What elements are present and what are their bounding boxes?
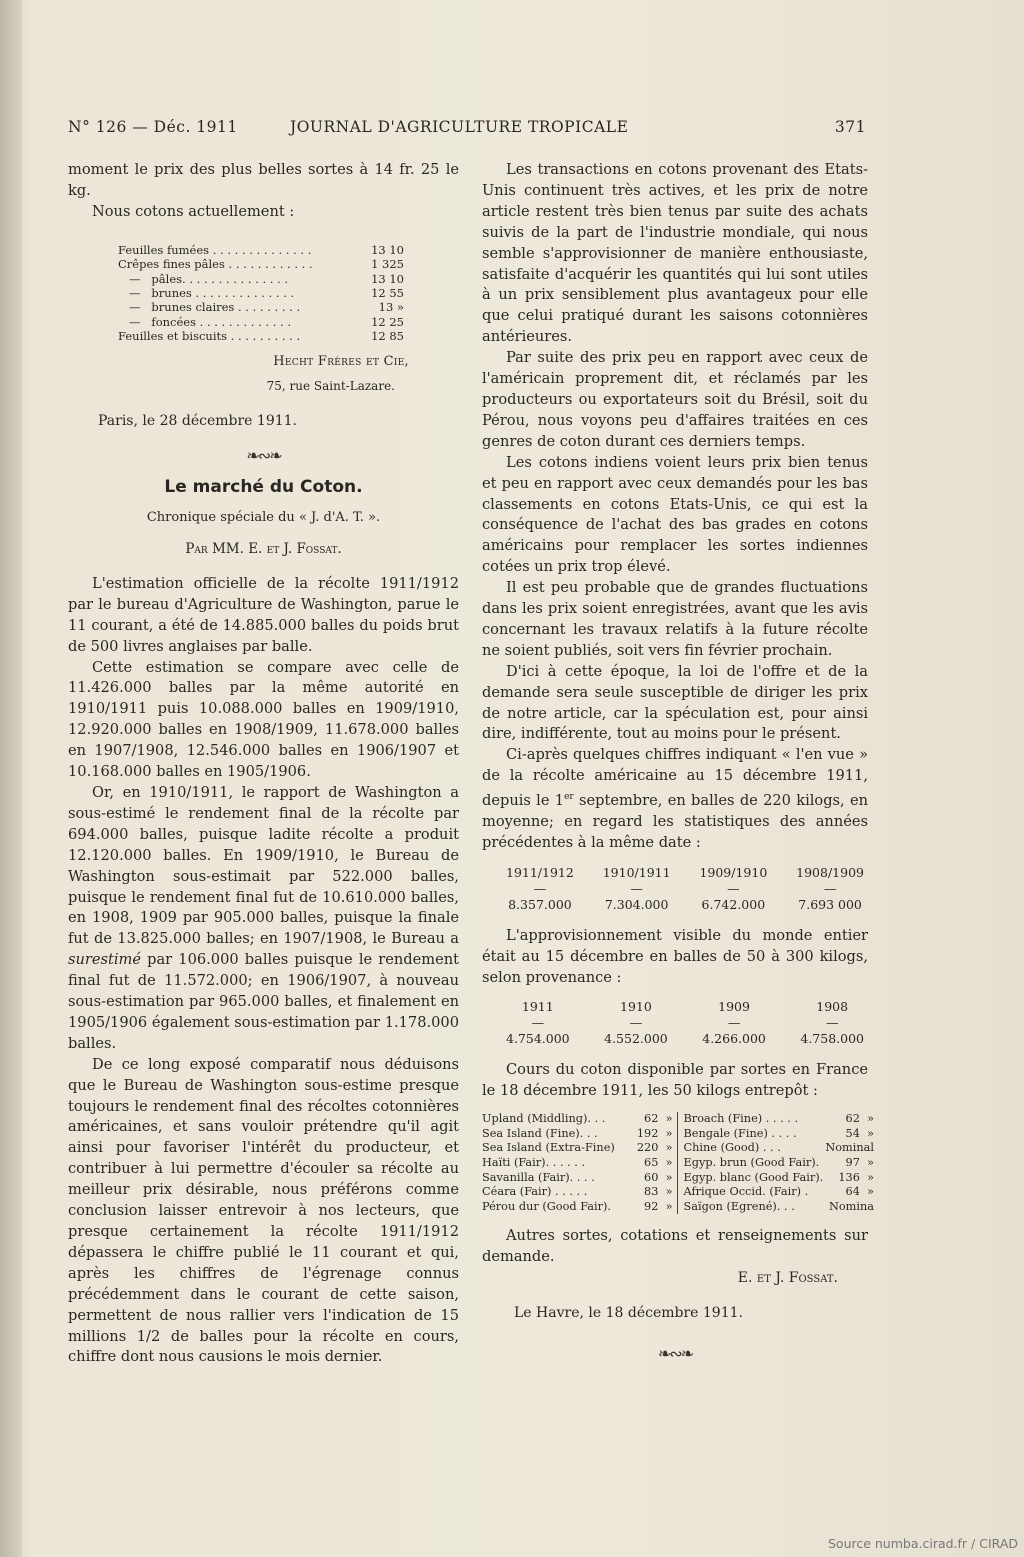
article-title: Le marché du Coton.: [164, 477, 363, 498]
journal-title: JOURNAL D'AGRICULTURE TROPICALE: [290, 118, 629, 136]
left-column: [68, 160, 459, 1368]
list-item: — pâles. . . . . . . . . . . . . . . 13 10: [118, 271, 404, 286]
stat-column: 1909/1910 — 6.742.000: [699, 864, 768, 912]
stat-column: 1908 — 4.758.000: [800, 999, 864, 1047]
source-credit: Source numba.cirad.fr / CIRAD: [827, 1536, 1018, 1551]
rubber-price-list: [118, 243, 404, 344]
table-row: Bengale (Fine) . . . . 54 »: [683, 1126, 874, 1140]
issue-label: N° 126 — Déc. 1911: [68, 118, 238, 136]
running-header: [68, 118, 866, 140]
paragraph: Il est peu probable que de grandes fluctuations dans les prix soient enregistrées, avant que les avis concernant les travaux relatifs à la future récolte ne soient publiés, soit vers fin février prochain.: [482, 579, 868, 659]
article-byline: Par MM. E. et J. Fossat.: [185, 541, 342, 557]
paragraph: Cette estimation se compare avec celle de 11.426.000 balles par la même autorité en 1910/1911 puis 10.088.000 balles en 1909/1910, 12.920.000 balles en 1908/1909, 11.678.000 balles en 1907/1908, 12.546.000 balles en 1906/1907 et 10.168.000 balles en 1905/1906.: [68, 658, 459, 781]
list-item: Feuilles et biscuits . . . . . . . . . . 12 85: [118, 329, 404, 344]
dateline: Le Havre, le 18 décembre 1911.: [514, 1305, 743, 1322]
table-row: Egyp. blanc (Good Fair). 136 »: [683, 1170, 874, 1184]
signature: E. et J. Fossat.: [737, 1270, 838, 1287]
stat-column: 1910/1911 — 7.304.000: [602, 864, 671, 912]
paragraph: Cours du coton disponible par sortes en France le 18 décembre 1911, les 50 kilogs entrepôt :: [482, 1061, 868, 1100]
dateline: Paris, le 28 décembre 1911.: [98, 413, 297, 430]
list-item: Feuilles fumées . . . . . . . . . . . . . . 13 10: [118, 242, 404, 257]
list-item: — brunes . . . . . . . . . . . . . . 12 55: [118, 285, 404, 300]
paragraph: Or, en 1910/1911, le rapport de Washington a sous-estimé le rendement final de la récolte par 694.000 balles, puisque ladite récolte a produit 12.120.000 balles. En 1909/1910, le Bureau de Washington sous-estimait par 522.000 balles, puisque le rendement final fut de 10.610.000 balles, en 1908, 1909 par 905.000 balles, puisque la finale fut de 13.825.000 balles; en 1907/1908, le Bureau a surestimé par 106.000 balles puisque le rendement final fut de 11.572.000; en 1906/1907, à nouveau sous-estimation par 965.000 balles, et finalement en 1905/1906 également sous-estimation par 1.178.000 balles.: [68, 783, 459, 1052]
table-row: Afrique Occid. (Fair) . 64 »: [683, 1185, 874, 1199]
paragraph: De ce long exposé comparatif nous déduisons que le Bureau de Washington sous-estime presque toujours le rendement final des récoltes cotonnières américaines, et sans vouloir prétendre qu'il agit ainsi pour favoriser l'intérêt du producteur, et contribuer à lui permettre d'écouler sa récolte au meilleur prix désirable, nous préférons comme conclusion laisser entrevoir à nos lecteurs, que presque certainement la récolte 1911/1912 dépassera le chiffre publié le 11 courant et qui, après les chiffres de l'égrenage connus précédemment dans le courant de cette saison, permettent de nous rallier vers l'indication de 15 millions 1/2 de balles pour la récolte en cours, chiffre dont nous causions le mois dernier.: [68, 1055, 459, 1366]
table-row: Pérou dur (Good Fair). 92 »: [482, 1199, 673, 1213]
page-number: 371: [834, 118, 866, 136]
stat-column: 1911/1912 — 8.357.000: [506, 864, 574, 912]
paragraph: Ci-après quelques chiffres indiquant « l'en vue » de la récolte américaine au 15 décembre 1911, depuis le 1er septembre, en balles de 220 kilogs, en moyenne; en regard les statistiques des années précédentes à la même date :: [482, 746, 869, 851]
ornament-divider: ❧∾❧: [246, 446, 281, 466]
page-binding-edge: [0, 0, 22, 1557]
table-row: Chine (Good) . . . Nominal: [683, 1141, 874, 1155]
list-item: — brunes claires . . . . . . . . . 13 »: [118, 300, 404, 315]
paragraph: L'estimation officielle de la récolte 1911/1912 par le bureau d'Agriculture de Washington, parue le 11 courant, a été de 14.885.000 balles du poids brut de 500 livres anglaises par balle.: [68, 574, 459, 655]
table-row: Upland (Middling). . . 62 »: [482, 1112, 673, 1126]
en-vue-statistics: [506, 864, 864, 914]
cotton-price-table: [482, 1112, 874, 1214]
paragraph: Nous cotons actuellement :: [92, 202, 295, 220]
table-row: Sea Island (Fine). . . 192 »: [482, 1126, 673, 1140]
stat-column: 1909 — 4.266.000: [702, 999, 766, 1047]
paragraph: moment le prix des plus belles sortes à 14 fr. 25 le kg.: [68, 161, 459, 199]
table-row: Broach (Fine) . . . . . 62 »: [683, 1112, 874, 1126]
table-row: Haïti (Fair). . . . . . 65 »: [482, 1156, 673, 1170]
table-row: Céara (Fair) . . . . . 83 »: [482, 1185, 673, 1199]
paragraph: Par suite des prix peu en rapport avec ceux de l'américain proprement dit, et réclamés par les producteurs ou exportateurs soit du Brésil, soit du Pérou, nous voyons peu d'affaires traitées en ces genres de coton durant ces derniers temps.: [482, 349, 868, 450]
address: 75, rue Saint-Lazare.: [266, 379, 395, 394]
list-item: — foncées . . . . . . . . . . . . . 12 25: [118, 314, 404, 329]
stat-column: 1911 — 4.754.000: [506, 999, 570, 1047]
ornament-divider: ❧∾❧: [657, 1344, 693, 1364]
table-row: Savanilla (Fair). . . . 60 »: [482, 1170, 673, 1184]
visible-supply-statistics: [506, 998, 864, 1048]
paragraph: Les cotons indiens voient leurs prix bien tenus et peu en rapport avec ceux demandés pour les bas classements en cotons Etats-Unis, ce qui est la conséquence de l'achat des bas grades en cotons américains pour remplacer les sortes indiennes cotées un prix trop élevé.: [482, 453, 868, 576]
table-row: Saïgon (Egrené). . . Nomina: [683, 1199, 874, 1213]
price-column-right: [684, 1112, 875, 1214]
stat-column: 1910 — 4.552.000: [604, 999, 668, 1047]
list-item: Crêpes fines pâles . . . . . . . . . . . . 1 325: [118, 257, 404, 272]
table-row: Sea Island (Extra-Fine) 220 »: [482, 1141, 673, 1155]
right-column: [482, 160, 874, 1375]
stat-column: 1908/1909 — 7.693 000: [796, 864, 864, 912]
table-row: Egyp. brun (Good Fair). 97 »: [683, 1156, 874, 1170]
paragraph: Autres sortes, cotations et renseignements sur demande.: [482, 1227, 868, 1266]
article-subtitle: Chronique spéciale du « J. d'A. T. ».: [146, 510, 381, 526]
paragraph: L'approvisionnement visible du monde entier était au 15 décembre en balles de 50 à 300 kilogs, selon provenance :: [482, 926, 868, 986]
paragraph: Les transactions en cotons provenant des Etats-Unis continuent très actives, et les prix de notre article restent très bien tenus par suite des achats suivis de la part de l'industrie mondiale, qui nous semble s'approvisionner de manière enthousiaste, satisfaite d'acquérir les quantités qui lui sont utiles à un prix sensiblement plus avantageux pour elle que celui pratiqué durant les saisons cotonnières antérieures.: [482, 161, 868, 346]
paragraph: D'ici à cette époque, la loi de l'offre et de la demande sera seule susceptible de diriger les prix de notre article, car la spéculation est, pour ainsi dire, indifférente, tout au moins pour le présent.: [482, 662, 868, 743]
signature: Hecht Frères et Cie,: [273, 353, 409, 369]
price-column-left: [482, 1112, 678, 1214]
